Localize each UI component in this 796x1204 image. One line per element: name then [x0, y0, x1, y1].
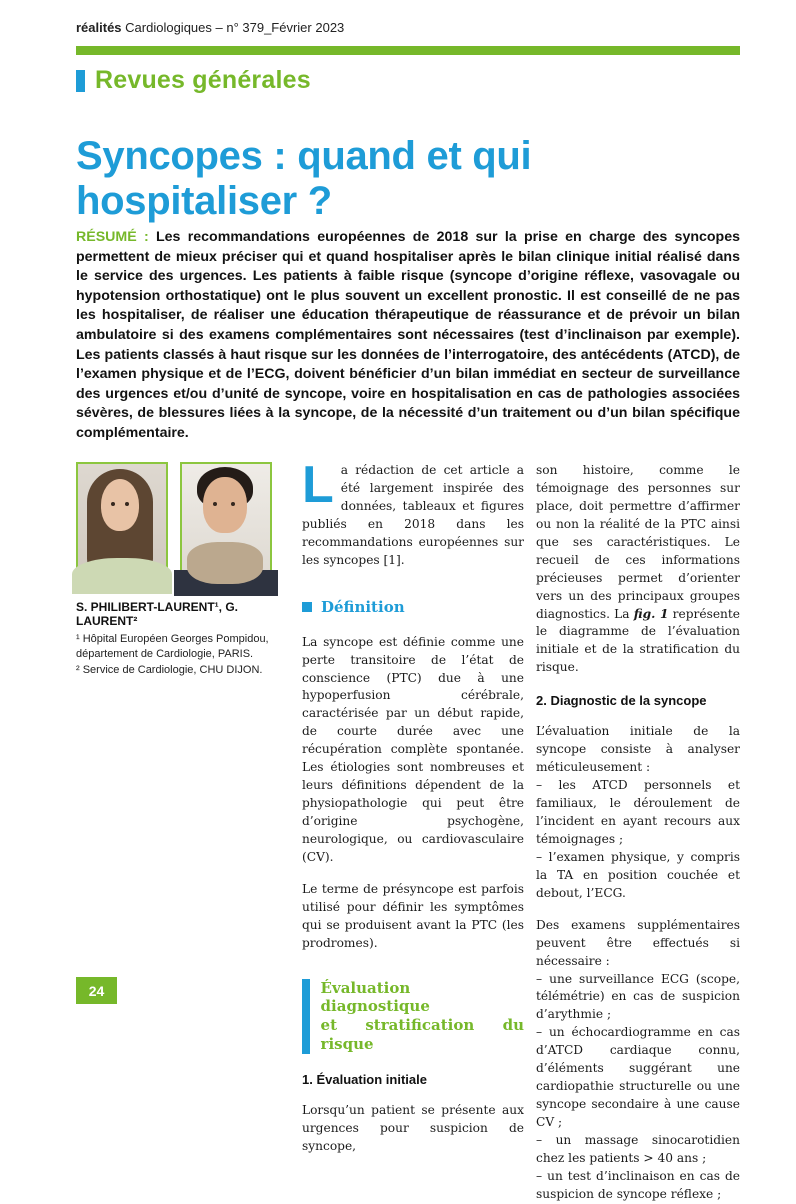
history-text-after: représente le diagramme de l’évaluation initiale et de la stratification du risque. [536, 606, 740, 675]
journal-header [76, 20, 344, 35]
abstract-label: RÉSUMÉ : [76, 229, 149, 245]
authors-column [76, 462, 290, 1204]
article-title: Syncopes : quand et qui hospitaliser ? [76, 134, 532, 223]
blue-square-icon [302, 602, 312, 612]
abstract-text: Les recommandations européennes de 2018 sur la prise en charge des syncopes permettent de mieux préciser qui et quand hospitaliser après le bilan clinique initial réalisé dans le service des urgences. Les patients à faible risque (syncope d’origine réflexe, vasovagale ou hypotension orthostatique) ont le plus souvent un excellent pronostic. Il est conseillé de ne pas les hospitaliser, de réaliser une éducation thérapeutique de réassurance et de prévoir un bilan ambulatoire si des examens complémentaires sont nécessaires (test d’inclinaison par exemple). Les patients classés à haut risque sur les données de l’interrogatoire, des antécédents (ATCD), de l’examen physique et de l’ECG, doivent bénéficier d’un bilan immédiat en secteur de surveillance des urgences et/ou d’unité de syncope, voire en hospitalisation en cas de pathologies associées sévères, de blessures liées à la syncope, de la nécessité d’un traitement ou d’un bilan spécifique complémentaire. [76, 229, 741, 441]
section-header [76, 66, 311, 95]
author-affiliations [76, 632, 290, 678]
definition-paragraph: La syncope est définie comme une perte transitoire de l’état de conscience (PTC) due à une hypoperfusion cérébrale, caractérisée par un début rapide, de courte durée avec une récupération complète spontanée. Les étiologies sont nombreuses et leurs définitions dépendent de la physiopathologie qui peut être d’origine psychogène, neurologique, ou cardiovasculaire (CV). [302, 634, 524, 864]
subheading-evaluation-initiale: 1. Évaluation initiale [302, 1071, 427, 1087]
history-paragraph [536, 462, 740, 677]
abstract [76, 228, 740, 444]
subheading-diagnostic: 2. Diagnostic de la syncope [536, 693, 707, 709]
list-item: – les ATCD personnels et familiaux, le déroulement de l’incident en ayant recours aux témoignages ; [536, 778, 740, 846]
heading-evaluation-line1: Évaluation diagnostique [320, 978, 430, 1016]
heading-evaluation-label [321, 979, 524, 1054]
figure-reference: fig. 1 [633, 606, 669, 621]
photo-clothing [72, 558, 172, 594]
photo-eye [213, 502, 217, 506]
journal-name: réalités [76, 20, 122, 35]
journal-issue: Cardiologiques – n° 379_Février 2023 [121, 20, 345, 35]
page-number: 24 [76, 977, 117, 1004]
list-item: – un échocardiogramme en cas d’ATCD cardiaque connu, d’éléments suggérant une cardiopathie structurelle ou une syncope secondaire à une cause CV ; [536, 1025, 740, 1130]
intro-text: a rédaction de cet article a été largement inspirée des données, tableaux et figures publiés en 2018 dans les recommandations européennes sur les syncopes [1]. [302, 463, 524, 567]
photo-eye [125, 502, 129, 506]
heading-definition-label: Définition [321, 597, 405, 616]
evaluation-paragraph: L’évaluation initiale de la syncope consiste à analyser méticuleusement : [536, 724, 740, 775]
section-label: Revues générales [95, 66, 311, 94]
photo-eye [231, 502, 235, 506]
heading-definition [302, 596, 524, 618]
list-item: – une surveillance ECG (scope, télémétrie) en cas de suspicion d’arythmie ; [536, 971, 740, 1022]
lorsqu-paragraph: Lorsqu’un patient se présente aux urgences pour suspicion de syncope, [302, 1102, 524, 1153]
author-names: S. PHILIBERT-LAURENT¹, G. LAURENT² [76, 600, 238, 628]
header-rule [76, 46, 740, 55]
list-item: – l’examen physique, y compris la TA en position couchée et debout, l’ECG. [536, 849, 740, 900]
heading-evaluation-line2: et stratification du risque [320, 1016, 524, 1053]
author-photo-man [180, 462, 272, 586]
dropcap: L [302, 456, 334, 514]
author-photo-woman [76, 462, 168, 586]
affiliation-1: ¹ Hôpital Européen Georges Pompidou, département de Cardiologie, PARIS. [76, 633, 269, 661]
intro-paragraph [302, 456, 524, 570]
history-text: son histoire, comme le témoignage des personnes sur place, doit permettre d’affirmer ou non la réalité de la PTC ainsi que ses caractéristiques. Le recueil de ces informations précieuses permet d’orienter vers un des principaux groupes diagnostics. La [536, 463, 740, 621]
text-column-2 [536, 462, 740, 1204]
blue-accent-bar [76, 70, 85, 92]
heading-evaluation [302, 979, 524, 1054]
affiliation-2: ² Service de Cardiologie, CHU DIJON. [76, 663, 263, 676]
presyncope-paragraph: Le terme de présyncope est parfois utilisé pour définir les symptômes qui se produisent avant la PTC (les prodromes). [302, 881, 524, 950]
list-item: – un massage sinocarotidien chez les patients > 40 ans ; [536, 1132, 740, 1165]
photo-eye [111, 502, 115, 506]
blue-accent-bar [302, 979, 310, 1054]
photo-scarf [187, 542, 263, 584]
text-column-1 [302, 456, 524, 1204]
exams-paragraph: Des examens supplémentaires peuvent être effectués si nécessaire : [536, 917, 740, 968]
photo-face [203, 477, 247, 533]
photo-face [101, 479, 139, 531]
list-item: – un test d’inclinaison en cas de suspicion de syncope réflexe ; [536, 1168, 740, 1201]
author-photos [76, 462, 290, 586]
